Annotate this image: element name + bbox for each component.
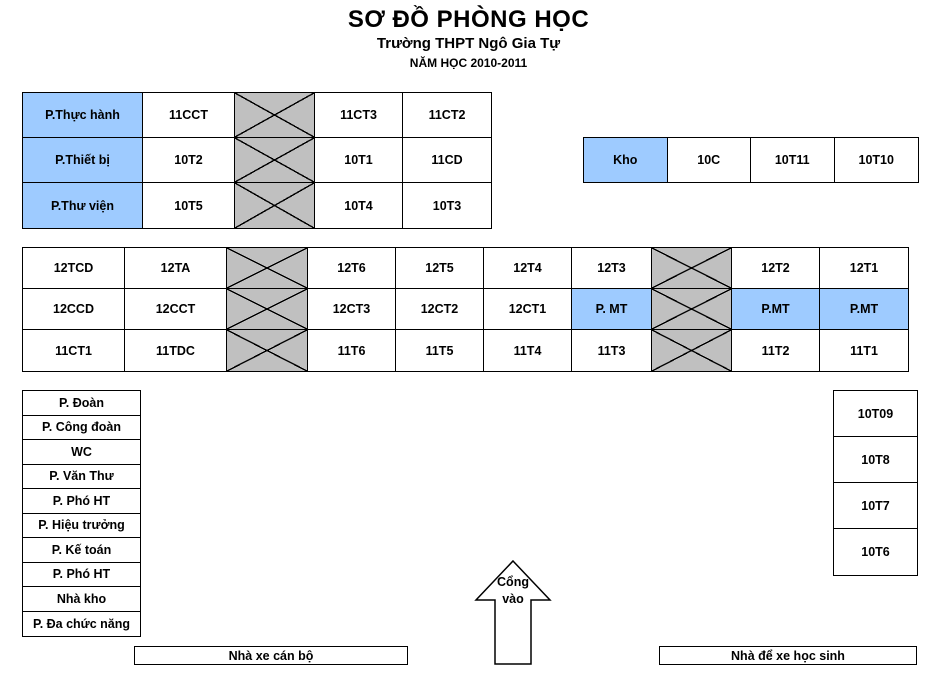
gate-label-line1: Cổng (497, 575, 529, 589)
room-cell[interactable]: P.MT (732, 289, 820, 330)
room-row (23, 248, 908, 289)
room-cell[interactable]: 12T4 (484, 248, 572, 289)
office-room-item[interactable]: P. Hiệu trưởng (23, 514, 140, 539)
blocked-cell (652, 289, 732, 330)
room-row (23, 330, 908, 371)
room-cell[interactable]: 10C (668, 138, 752, 182)
room-cell[interactable]: 10T10 (835, 138, 919, 182)
office-room-item[interactable]: P. Phó HT (23, 489, 140, 514)
room-cell[interactable]: 12CT1 (484, 289, 572, 330)
room-cell[interactable]: Kho (584, 138, 668, 182)
office-room-item[interactable]: P. Đa chức năng (32, 616, 131, 631)
blocked-cell (227, 248, 308, 289)
room-cell[interactable]: P.MT (820, 289, 908, 330)
gate-label-line2: vào (502, 592, 524, 606)
room-cell[interactable]: 10T6 (861, 545, 890, 559)
room-cell[interactable]: 11TDC (125, 330, 227, 371)
room-cell[interactable]: 10T7 (834, 483, 917, 529)
room-cell[interactable]: 12CCT (125, 289, 227, 330)
room-cell[interactable]: 11CCT (143, 93, 235, 138)
page-header (0, 6, 937, 72)
blocked-cell (235, 138, 315, 183)
room-cell[interactable]: 10T2 (143, 138, 235, 183)
room-cell[interactable]: 11T1 (820, 330, 908, 371)
office-room-list (22, 390, 141, 637)
room-cell[interactable]: P.Thiết bị (23, 138, 143, 183)
right-room-column (833, 390, 918, 576)
room-cell[interactable]: 12T6 (308, 248, 396, 289)
room-cell[interactable]: 12TA (125, 248, 227, 289)
building-block-top-left (22, 92, 492, 229)
room-row (584, 138, 918, 182)
gate-arrow (458, 556, 568, 666)
room-cell[interactable]: 12T3 (572, 248, 652, 289)
building-block-middle (22, 247, 909, 372)
room-cell[interactable]: 10T1 (315, 138, 403, 183)
room-cell[interactable]: 12CT3 (308, 289, 396, 330)
room-cell[interactable]: 10T4 (315, 183, 403, 228)
room-cell[interactable]: 12T5 (396, 248, 484, 289)
student-parking-bar: Nhà để xe học sinh (659, 646, 917, 665)
blocked-cell (652, 248, 732, 289)
room-cell[interactable]: P.Thư viện (23, 183, 143, 228)
office-room-item[interactable]: P. Đoàn (23, 391, 140, 416)
staff-parking-bar: Nhà xe cán bộ (134, 646, 408, 665)
room-cell[interactable]: P. MT (572, 289, 652, 330)
room-row (23, 183, 491, 228)
blocked-cell (227, 289, 308, 330)
office-room-item[interactable]: P. Công đoàn (23, 416, 140, 441)
blocked-cell (227, 330, 308, 371)
room-cell[interactable]: 11T4 (484, 330, 572, 371)
building-block-top-right (583, 137, 919, 183)
office-room-item[interactable]: P. Phó HT (23, 563, 140, 588)
room-cell[interactable]: 11T5 (396, 330, 484, 371)
room-cell[interactable]: 10T09 (834, 391, 917, 437)
room-cell[interactable]: 12T1 (820, 248, 908, 289)
room-cell[interactable]: 11T2 (732, 330, 820, 371)
room-cell[interactable]: 11CT3 (315, 93, 403, 138)
room-cell[interactable]: 10T8 (834, 437, 917, 483)
school-name: Trường THPT Ngô Gia Tự (376, 35, 561, 52)
blocked-cell (235, 183, 315, 228)
office-room-item[interactable]: Nhà kho (23, 587, 140, 612)
room-cell[interactable]: P.Thực hành (23, 93, 143, 138)
room-cell[interactable]: 12CCD (23, 289, 125, 330)
room-cell[interactable]: 11T3 (572, 330, 652, 371)
room-cell[interactable]: 10T5 (143, 183, 235, 228)
room-cell[interactable]: 11CD (403, 138, 491, 183)
blocked-cell (235, 93, 315, 138)
room-cell[interactable]: 11CT1 (23, 330, 125, 371)
room-cell[interactable]: 10T3 (403, 183, 491, 228)
room-cell[interactable]: 12CT2 (396, 289, 484, 330)
office-room-item[interactable]: WC (23, 440, 140, 465)
page-title: SƠ ĐỒ PHÒNG HỌC (347, 6, 590, 33)
room-row (23, 138, 491, 183)
room-cell[interactable]: 11CT2 (403, 93, 491, 138)
office-room-item[interactable]: P. Văn Thư (23, 465, 140, 490)
room-cell[interactable]: 12T2 (732, 248, 820, 289)
school-year: NĂM HỌC 2010-2011 (409, 56, 528, 70)
room-cell[interactable]: 11T6 (308, 330, 396, 371)
arrow-shape (458, 556, 568, 666)
blocked-cell (652, 330, 732, 371)
room-cell[interactable]: 10T11 (751, 138, 835, 182)
room-row (23, 289, 908, 330)
room-cell[interactable]: 12TCD (23, 248, 125, 289)
office-room-item[interactable]: P. Kế toán (23, 538, 140, 563)
room-row (23, 93, 491, 138)
